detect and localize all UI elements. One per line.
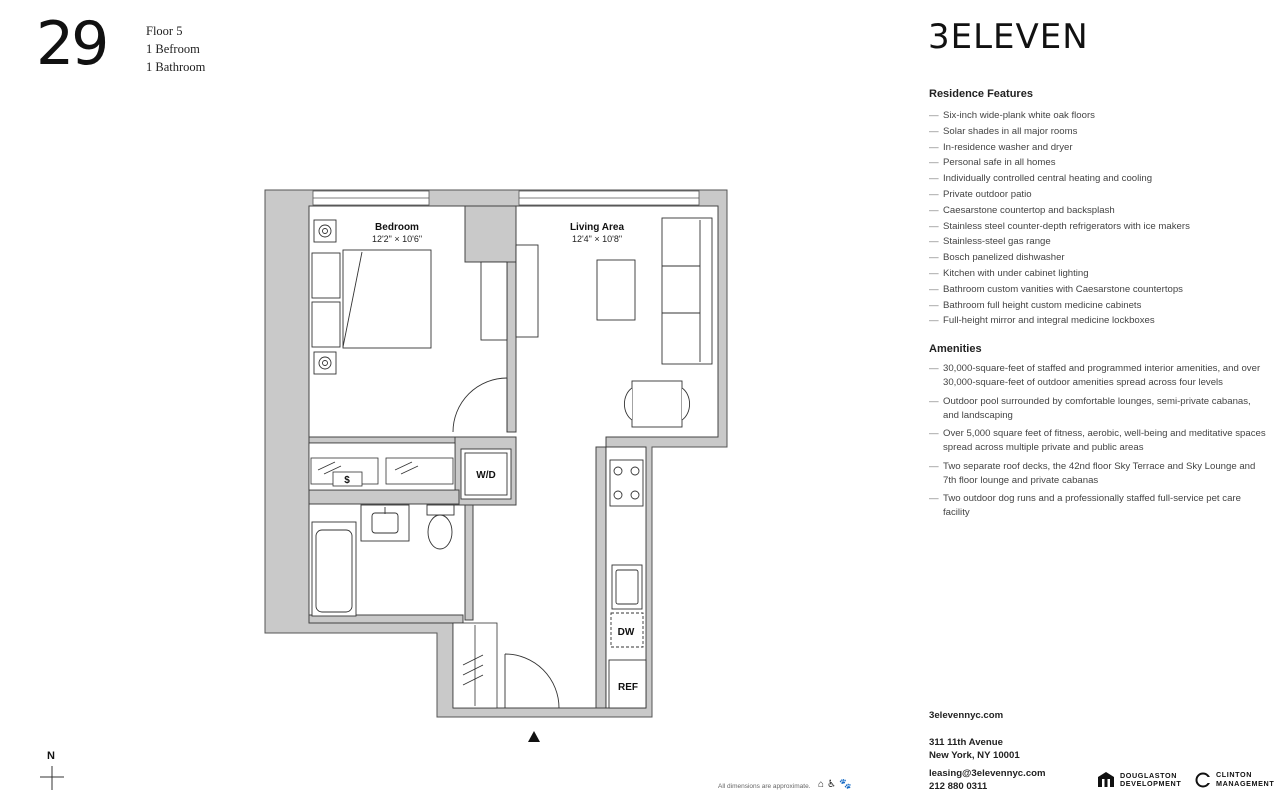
douglaston-line-1: DOUGLASTON <box>1120 770 1177 780</box>
features-item: — In-residence washer and dryer <box>929 140 1269 156</box>
features-item: — Private outdoor patio <box>929 187 1269 203</box>
features-item: — Personal safe in all homes <box>929 155 1269 171</box>
features-item: — Stainless-steel gas range <box>929 234 1269 250</box>
safe-label: $ <box>344 475 350 486</box>
amenities-list <box>929 362 1269 525</box>
phone-number: 212 880 0311 <box>929 781 988 792</box>
entry-closet <box>453 623 497 708</box>
wd-label: W/D <box>476 470 496 481</box>
unit-number: 29 <box>36 9 107 79</box>
amenities-item: — Outdoor pool surrounded by comfortable lounges, semi-private cabanas, and landscaping <box>929 395 1269 423</box>
douglaston-logo-icon <box>1097 771 1115 789</box>
unit-bedrooms: 1 Befroom <box>146 42 200 56</box>
features-item: — Six-inch wide-plank white oak floors <box>929 108 1269 124</box>
bedroom-label: Bedroom <box>375 222 419 233</box>
features-item: — Individually controlled central heating and cooling <box>929 171 1269 187</box>
features-item: — Bathroom custom vanities with Caesarstone countertops <box>929 282 1269 298</box>
amenities-item: — Over 5,000 square feet of fitness, aerobic, well-being and meditative spaces spread across multiple private and public areas <box>929 427 1269 455</box>
contact-info <box>929 767 1046 793</box>
douglaston-logo <box>1097 771 1181 789</box>
features-item: — Solar shades in all major rooms <box>929 124 1269 140</box>
dimensions-disclaimer: All dimensions are approximate. <box>718 783 811 790</box>
email-link[interactable]: leasing@3elevennyc.com <box>929 768 1046 779</box>
compass-icon <box>40 766 64 790</box>
living-area-dimensions: 12'4" × 10'8" <box>571 234 623 244</box>
features-item: — Caesarstone countertop and backsplash <box>929 203 1269 219</box>
features-list <box>929 108 1269 329</box>
address-line-1: 311 11th Avenue <box>929 737 1003 748</box>
features-item: — Full-height mirror and integral medicine lockboxes <box>929 313 1269 329</box>
entry-arrow-icon <box>528 731 540 742</box>
clinton-line-2: MANAGEMENT <box>1216 778 1275 788</box>
pet-friendly-icon: 🐾 <box>839 779 852 790</box>
brand-logo: 3ELEVEN <box>928 17 1089 57</box>
equal-housing-icon: ⌂ <box>818 779 825 790</box>
website-link[interactable]: 3elevennyc.com <box>929 710 1004 721</box>
living-area-label: Living Area <box>569 222 625 233</box>
dishwasher-label: DW <box>617 627 635 638</box>
features-item: — Bathroom full height custom medicine cabinets <box>929 298 1269 314</box>
kitchen <box>606 447 646 708</box>
address-line-2: New York, NY 10001 <box>929 750 1020 761</box>
amenities-item: — Two outdoor dog runs and a professionally staffed full-service pet care facility <box>929 492 1269 520</box>
unit-bathrooms: 1 Bathroom <box>146 60 206 74</box>
address <box>929 736 1020 762</box>
unit-floor: Floor 5 <box>146 24 183 38</box>
closets <box>309 443 455 490</box>
amenities-item: — 30,000-square-feet of staffed and programmed interior amenities, and over 30,000-square-feet of outdoor amenities spread across four levels <box>929 362 1269 390</box>
clinton-logo <box>1195 771 1274 788</box>
features-title: Residence Features <box>929 88 1033 100</box>
wheelchair-icon: ♿ <box>827 779 837 790</box>
north-label: N <box>47 750 55 762</box>
features-item: — Stainless steel counter-depth refrigerators with ice makers <box>929 219 1269 235</box>
bedroom-dimensions: 12'2" × 10'6" <box>371 234 423 244</box>
amenities-item: — Two separate roof decks, the 42nd floor Sky Terrace and Sky Lounge and 7th floor lounge and private cabanas <box>929 460 1269 488</box>
features-item: — Bosch panelized dishwasher <box>929 250 1269 266</box>
refrigerator-label: REF <box>618 682 638 693</box>
douglaston-line-2: DEVELOPMENT <box>1120 779 1182 788</box>
clinton-line-1: CLINTON <box>1216 770 1253 779</box>
features-item: — Kitchen with under cabinet lighting <box>929 266 1269 282</box>
clinton-logo-icon <box>1195 772 1211 788</box>
amenities-title: Amenities <box>929 343 982 355</box>
